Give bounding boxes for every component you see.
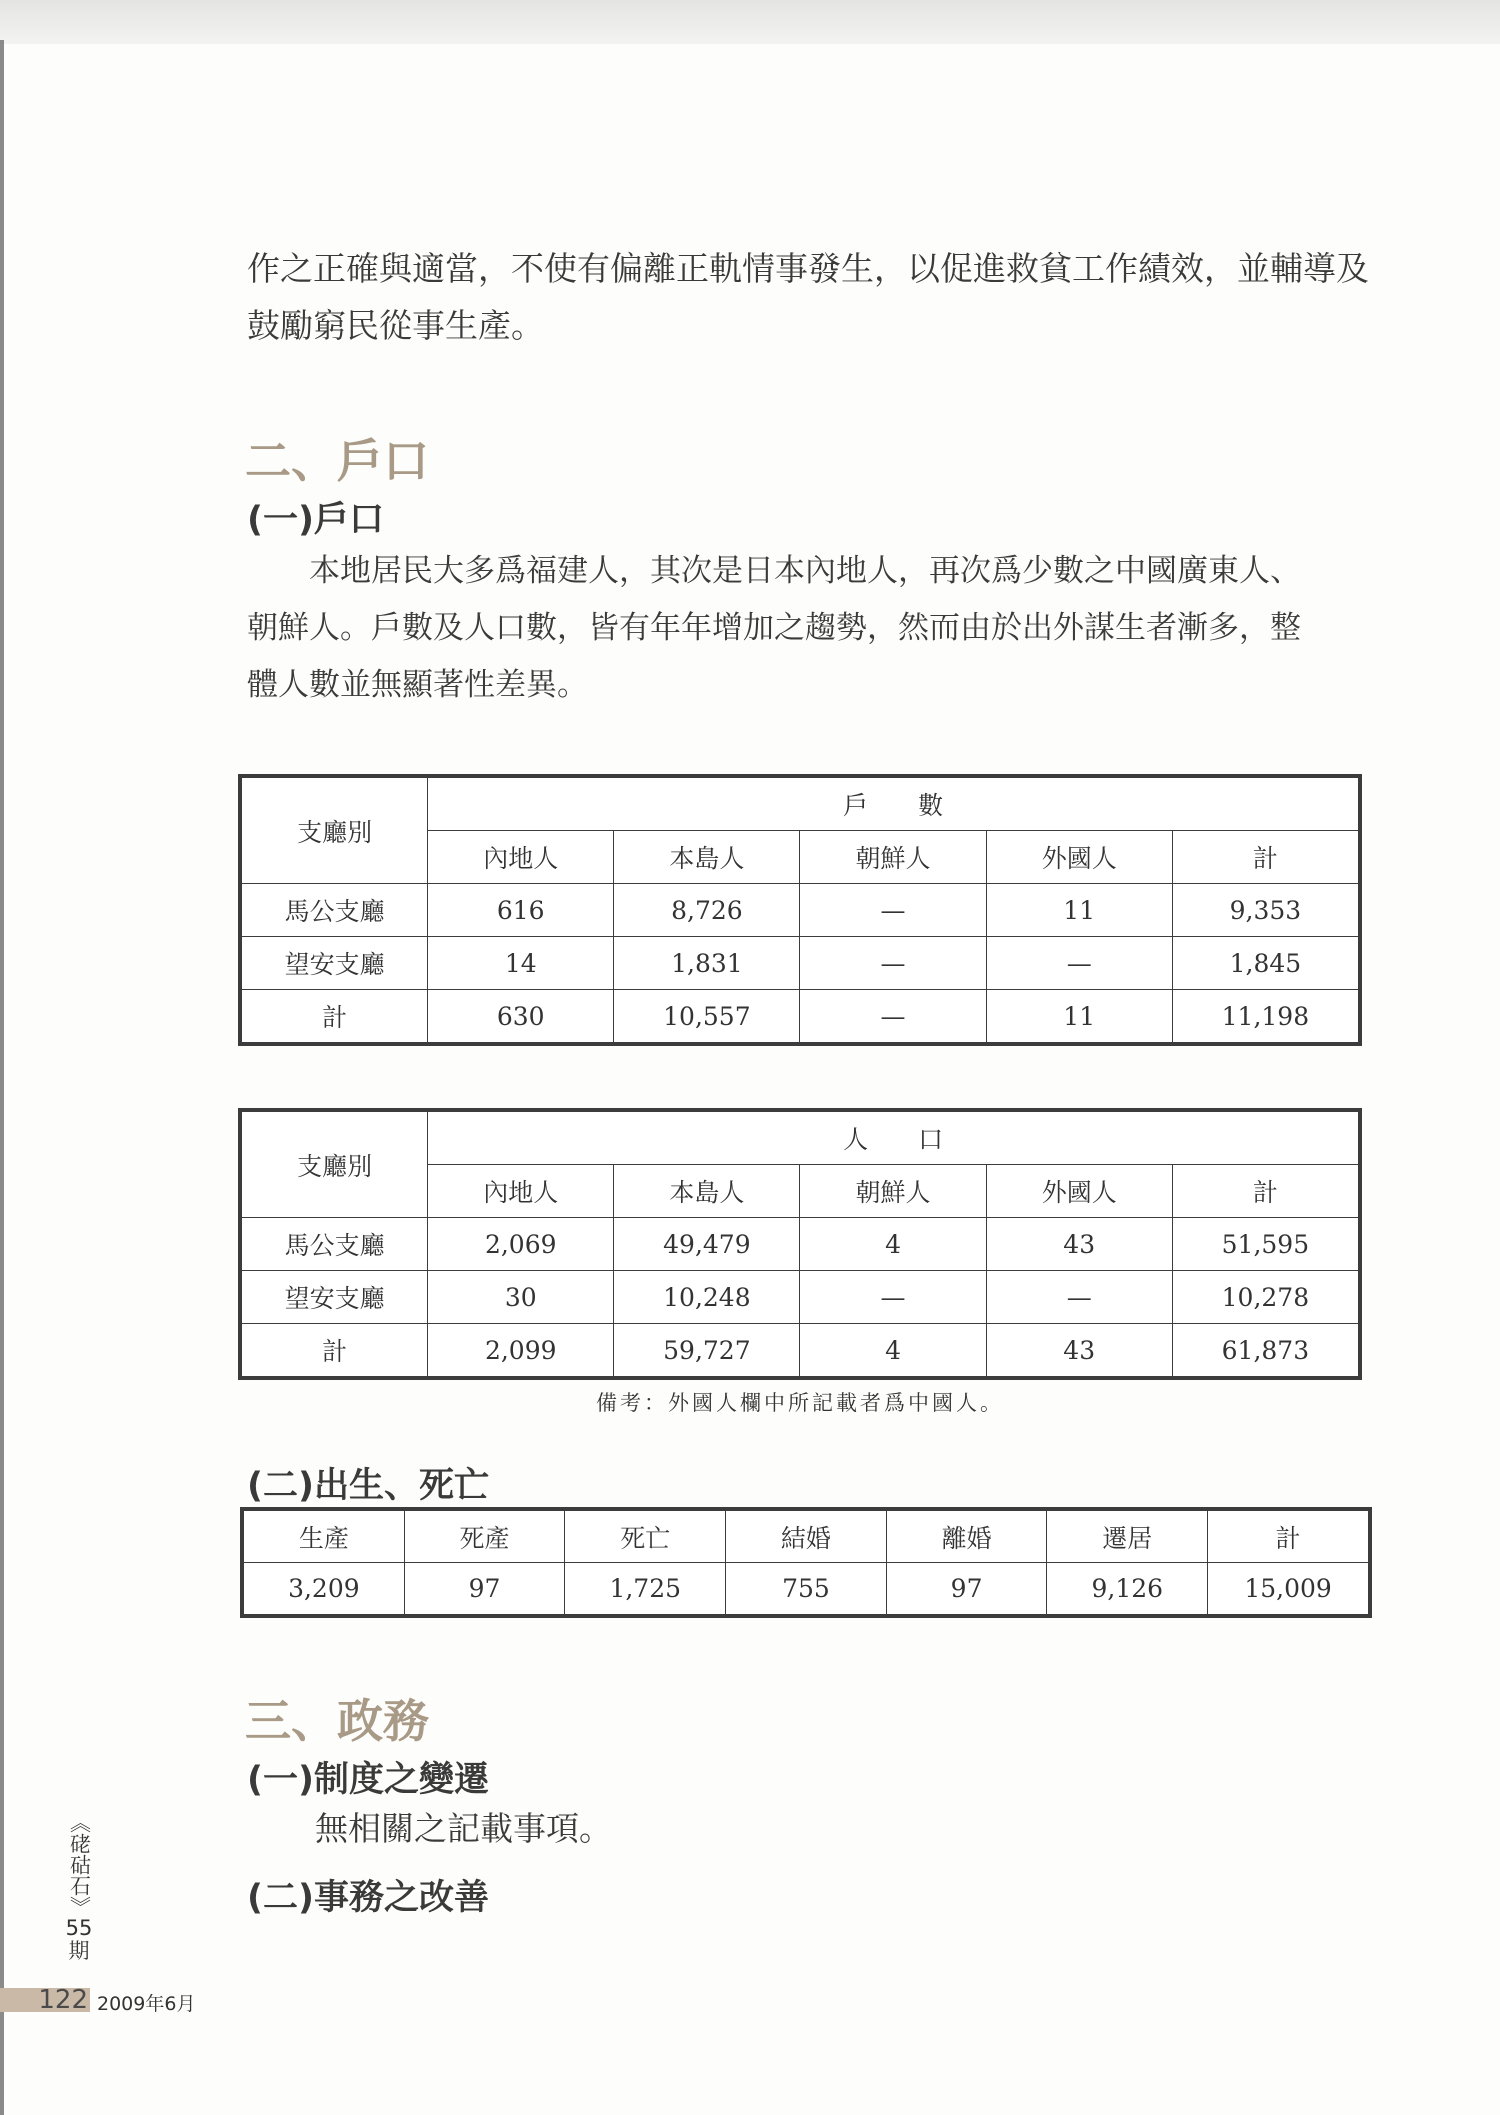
table-row (242, 1563, 1370, 1617)
column-header: 計 (1208, 1509, 1370, 1563)
column-header: 計 (1172, 831, 1360, 884)
cell: 10,278 (1172, 1271, 1360, 1324)
column-header: 外國人 (986, 1165, 1172, 1218)
magazine-name (64, 1812, 94, 1963)
cell: 2,069 (428, 1218, 614, 1271)
subsection-title: (二)出生、死亡 (247, 1466, 489, 1506)
cell: 14 (428, 937, 614, 990)
section-title: 三、政務 (245, 1694, 429, 1748)
column-header: 外國人 (986, 831, 1172, 884)
table-row (240, 937, 1360, 990)
cell: 1,831 (614, 937, 800, 990)
cell: — (986, 937, 1172, 990)
column-header: 死亡 (565, 1509, 726, 1563)
column-header: 內地人 (428, 831, 614, 884)
table-note: 備考：外國人欄中所記載者爲中國人。 (596, 1391, 1004, 1415)
text-line: 體人數並無顯著性差異。 (247, 667, 588, 703)
group-header: 人 口 (428, 1110, 1360, 1165)
cell: 30 (428, 1271, 614, 1324)
cell: 43 (986, 1324, 1172, 1379)
cell: 51,595 (1172, 1218, 1360, 1271)
row-header: 支廳別 (240, 1110, 428, 1218)
column-header: 內地人 (428, 1165, 614, 1218)
cell: 計 (240, 1324, 428, 1379)
cell: 10,557 (614, 990, 800, 1045)
cell: 59,727 (614, 1324, 800, 1379)
cell: 2,099 (428, 1324, 614, 1379)
cell: 49,479 (614, 1218, 800, 1271)
cell: 9,353 (1172, 884, 1360, 937)
text-line: 作之正確與適當，不使有偏離正軌情事發生，以促進救貧工作績效，並輔導及 (247, 249, 1369, 288)
subsection-title: (二)事務之改善 (247, 1878, 489, 1918)
column-header: 計 (1172, 1165, 1360, 1218)
column-header: 朝鮮人 (800, 831, 986, 884)
cell: 1,845 (1172, 937, 1360, 990)
cell: — (800, 990, 986, 1045)
group-header: 戶 數 (428, 776, 1360, 831)
column-header: 離婚 (886, 1509, 1047, 1563)
cell: 43 (986, 1218, 1172, 1271)
cell: — (800, 884, 986, 937)
cell: 3,209 (242, 1563, 404, 1617)
issue-date: 2009年6月 (97, 1993, 196, 2015)
row-header: 支廳別 (240, 776, 428, 884)
cell: 15,009 (1208, 1563, 1370, 1617)
cell: 616 (428, 884, 614, 937)
table-row (240, 1271, 1360, 1324)
cell: 97 (886, 1563, 1047, 1617)
cell: 11,198 (1172, 990, 1360, 1045)
magazine-title: 《硓𥑮石》 (67, 1812, 92, 1917)
column-header: 本島人 (614, 831, 800, 884)
text-line: 鼓勵窮民從事生產。 (247, 306, 544, 345)
text-line: 本地居民大多爲福建人，其次是日本內地人，再次爲少數之中國廣東人、 (247, 553, 1301, 589)
cell: 630 (428, 990, 614, 1045)
cell: — (800, 1271, 986, 1324)
cell: 馬公支廳 (240, 884, 428, 937)
cell: 4 (800, 1324, 986, 1379)
cell: 61,873 (1172, 1324, 1360, 1379)
cell: — (800, 937, 986, 990)
column-header: 遷居 (1047, 1509, 1208, 1563)
cell: 11 (986, 884, 1172, 937)
table-row (240, 990, 1360, 1045)
text-line: 朝鮮人。戶數及人口數，皆有年年增加之趨勢，然而由於出外謀生者漸多，整 (247, 610, 1301, 646)
column-header: 本島人 (614, 1165, 800, 1218)
cell: 9,126 (1047, 1563, 1208, 1617)
issue-number: 55期 (65, 1916, 93, 1963)
cell: 11 (986, 990, 1172, 1045)
cell: 10,248 (614, 1271, 800, 1324)
cell: 97 (404, 1563, 565, 1617)
column-header: 結婚 (726, 1509, 887, 1563)
subsection-text: 無相關之記載事項。 (315, 1809, 612, 1848)
section-title: 二、戶口 (245, 434, 429, 488)
subsection-title: (一)制度之變遷 (247, 1760, 489, 1800)
households-table (238, 774, 1362, 1046)
cell: 755 (726, 1563, 887, 1617)
column-header: 朝鮮人 (800, 1165, 986, 1218)
page-edge (0, 40, 4, 2115)
cell: 8,726 (614, 884, 800, 937)
cell: 馬公支廳 (240, 1218, 428, 1271)
table-row (240, 1324, 1360, 1379)
subsection-title: (一)戶口 (247, 500, 384, 540)
page-number: 122 (0, 1988, 90, 2012)
cell: 1,725 (565, 1563, 726, 1617)
table-row (240, 884, 1360, 937)
cell: 望安支廳 (240, 1271, 428, 1324)
population-table (238, 1108, 1362, 1380)
section2-paragraph (247, 543, 1447, 714)
column-header: 死產 (404, 1509, 565, 1563)
table-row (240, 1218, 1360, 1271)
scan-top-strip (0, 0, 1500, 44)
cell: 望安支廳 (240, 937, 428, 990)
column-header: 生產 (242, 1509, 404, 1563)
cell: — (986, 1271, 1172, 1324)
cell: 4 (800, 1218, 986, 1271)
cell: 計 (240, 990, 428, 1045)
intro-paragraph (247, 240, 1447, 354)
vital-stats-table (240, 1507, 1372, 1618)
